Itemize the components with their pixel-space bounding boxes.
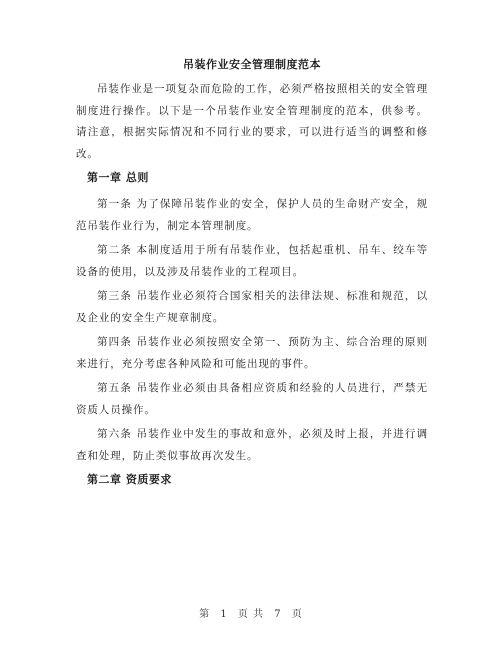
footer-total-pages: 7	[274, 609, 282, 620]
document-title: 吊装作业安全管理制度范本	[183, 58, 321, 71]
chapter-2-heading: 第二章 资质要求	[87, 473, 172, 486]
chapter-1-heading: 第一章 总则	[87, 171, 149, 184]
page-footer	[0, 605, 502, 620]
article-2: 第二条 本制度适用于所有吊装作业，包括起重机、吊车、绞车等设备的使用，以及涉及吊装作业的工程项目。	[76, 244, 428, 278]
article-4: 第四条 吊装作业必须按照安全第一、预防为主、综合治理的原则来进行，充分考虑各种风险和可能出现的事件。	[76, 336, 428, 370]
footer-page-number: 1	[220, 609, 228, 620]
document-body	[76, 57, 428, 496]
article-1: 第一条 为了保障吊装作业的安全，保护人员的生命财产安全，规范吊装作业行为，制定本管理制度。	[76, 198, 428, 232]
footer-prefix: 第	[199, 609, 211, 620]
footer-suffix: 页	[291, 609, 303, 620]
article-6: 第六条 吊装作业中发生的事故和意外，必须及时上报，并进行调查和处理，防止类似事故再次发生。	[76, 428, 428, 462]
article-5: 第五条 吊装作业必须由具备相应资质和经验的人员进行，严禁无资质人员操作。	[76, 382, 428, 416]
footer-middle: 页 共	[237, 609, 265, 620]
article-3: 第三条 吊装作业必须符合国家相关的法律法规、标准和规范，以及企业的安全生产规章制度。	[76, 290, 428, 324]
intro-paragraph: 吊装作业是一项复杂而危险的工作，必须严格按照相关的安全管理制度进行操作。以下是一个吊装作业安全管理制度的范本，供参考。请注意，根据实际情况和不同行业的要求，可以进行适当的调整和修改。	[76, 83, 428, 160]
